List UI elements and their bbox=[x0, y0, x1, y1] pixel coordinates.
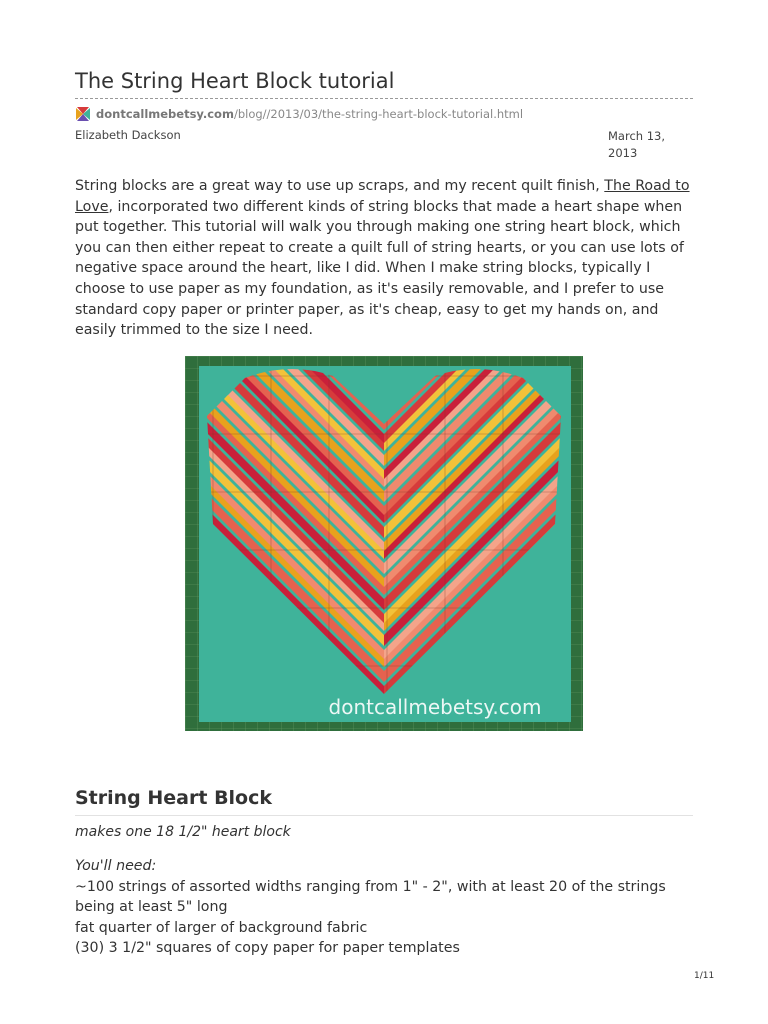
road-to-love-link[interactable]: The Road to Love bbox=[75, 178, 690, 215]
publish-date bbox=[608, 128, 678, 162]
source-path[interactable]: /blog//2013/03/the-string-heart-block-tutorial.html bbox=[233, 107, 524, 121]
supplies-list bbox=[75, 856, 695, 959]
supply-item: (30) 3 1/2" squares of copy paper for paper templates bbox=[75, 940, 460, 957]
page-title: The String Heart Block tutorial bbox=[75, 69, 395, 93]
intro-text-before: String blocks are a great way to use up scraps, and my recent quilt finish, bbox=[75, 178, 605, 194]
photo-watermark: dontcallmebetsy.com bbox=[328, 695, 542, 719]
section-heading: String Heart Block bbox=[75, 784, 693, 816]
supply-item: ~100 strings of assorted widths ranging from 1" - 2", with at least 20 of the strings being at least 5" long bbox=[75, 878, 666, 916]
intro-paragraph bbox=[75, 176, 695, 341]
source-domain[interactable]: dontcallmebetsy.com bbox=[96, 107, 234, 121]
block-size-note: makes one 18 1/2" heart block bbox=[75, 824, 291, 840]
author-name: Elizabeth Dackson bbox=[75, 128, 181, 142]
intro-text-after: , incorporated two different kinds of string blocks that made a heart shape when put together. This tutorial will walk you through making one string heart block, which you can then either repeat to create a quilt full of string hearts, or you can use lots of negative space around the heart, like I did. When I make string blocks, typically I choose to use paper as my foundation, as it's easily removable, and I prefer to use standard copy paper or printer paper, as it's cheap, easy to get my hands on, and easily trimmed to the size I need. bbox=[75, 198, 684, 339]
site-favicon-icon bbox=[75, 106, 91, 122]
string-heart-photo bbox=[185, 356, 583, 731]
page-number: 1/11 bbox=[694, 971, 715, 981]
supplies-lead: You'll need: bbox=[75, 858, 157, 874]
date-line-2: 2013 bbox=[608, 146, 638, 160]
date-line-1: March 13, bbox=[608, 129, 666, 143]
source-url[interactable] bbox=[75, 98, 693, 123]
supply-item: fat quarter of larger of background fabric bbox=[75, 919, 368, 936]
